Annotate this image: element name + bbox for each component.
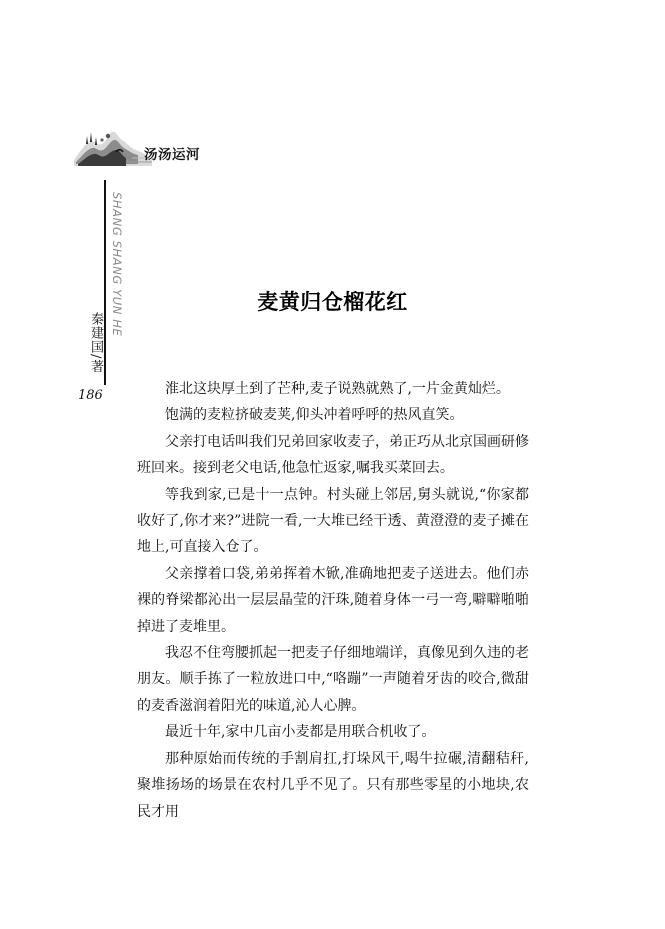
spine-english-title: SHANG SHANG YUN HE <box>110 192 124 337</box>
article-title: 麦黄归仓榴花红 <box>257 289 408 315</box>
article-body <box>137 376 529 825</box>
paragraph: 我忍不住弯腰抓起一把麦子仔细地端详，真像见到久违的老朋友。顺手拣了一粒放进口中,“咯蹦”一声随着牙齿的咬合,微甜的麦香滋润着阳光的味道,沁人心脾。 <box>137 645 529 714</box>
spine-author: 秦建国/著 <box>88 312 103 374</box>
paragraph: 那种原始而传统的手割肩扛,打垛风干,喝牛拉碾,清翻秸秆,聚堆扬场的场景在农村几乎不见了。只有那些零星的小地块,农民才用 <box>137 750 529 820</box>
paragraph: 等我到家,已是十一点钟。村头碰上邻居,舅头就说,“你家都收好了,你才来?”进院一看,一大堆已经干透、黄澄澄的麦子摊在地上,可直接入仓了。 <box>137 486 529 556</box>
ink-landscape-icon <box>72 122 154 170</box>
book-title: 汤汤运河 <box>144 147 200 163</box>
paragraph: 饱满的麦粒挤破麦荚,仰头冲着呼呼的热风直笑。 <box>165 407 464 424</box>
paragraph: 父亲打电话叫我们兄弟回家收麦子，弟正巧从北京国画研修班回来。接到老父电话,他急忙返家,嘱我买菜回去。 <box>137 433 529 477</box>
paragraph: 淮北这块厚土到了芒种,麦子说熟就熟了,一片金黄灿烂。 <box>165 381 510 397</box>
paragraph: 父亲撑着口袋,弟弟挥着木锨,准确地把麦子送进去。他们赤裸的脊梁都沁出一层层晶莹的汗珠,随着身体一弓一弯,噼噼啪啪掉进了麦堆里。 <box>137 565 529 635</box>
page-number: 186 <box>78 388 103 403</box>
paragraph: 最近十年,家中几亩小麦都是用联合机收了。 <box>165 724 436 741</box>
